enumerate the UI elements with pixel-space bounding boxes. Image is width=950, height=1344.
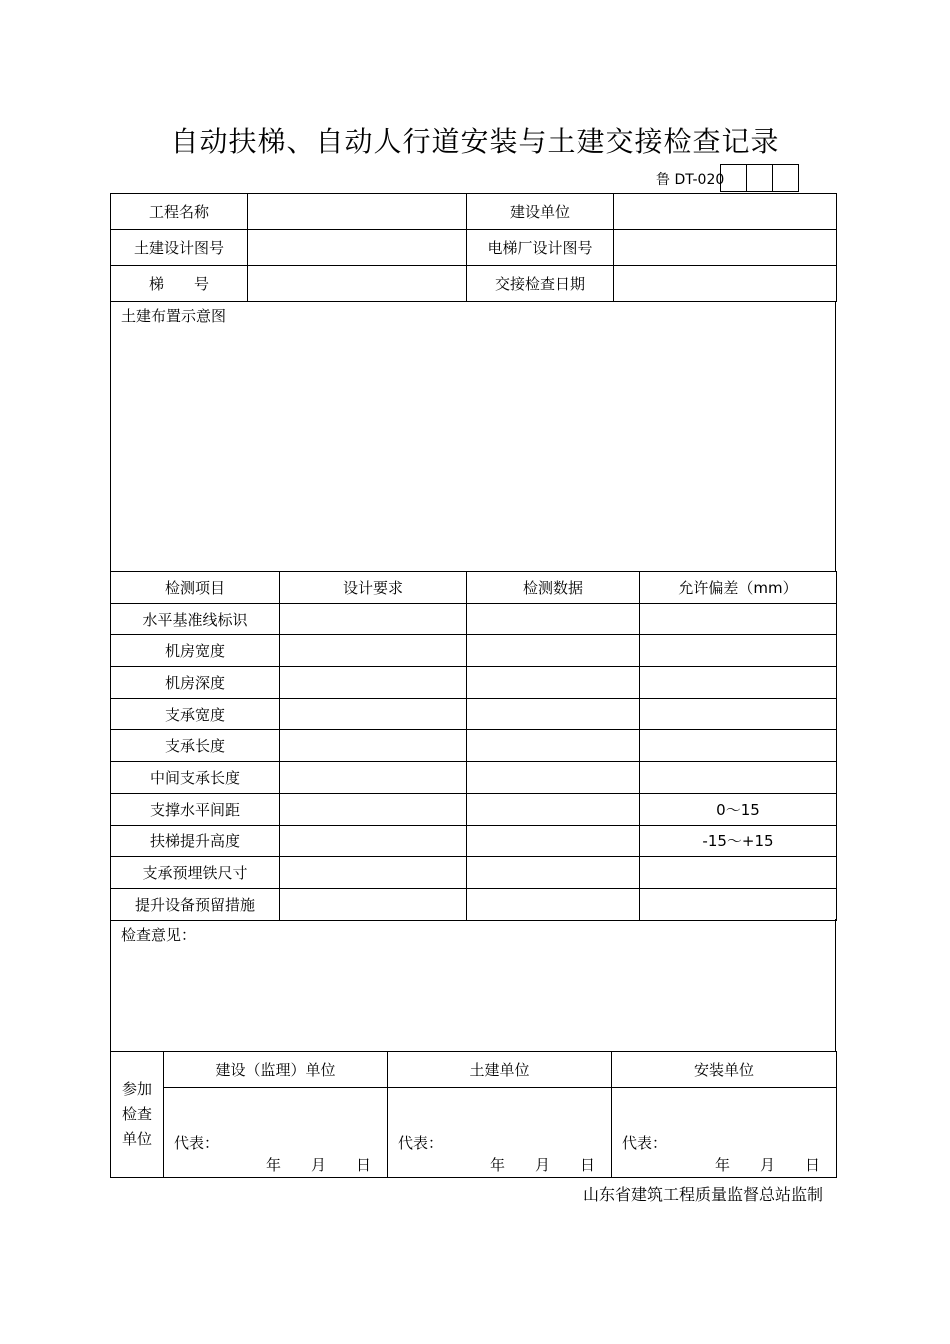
measured-cell[interactable] (467, 857, 640, 889)
column-header: 检测数据 (467, 572, 640, 604)
elevator-no-label: 梯 号 (111, 266, 248, 302)
check-item: 中间支承长度 (111, 762, 280, 794)
header-table (110, 193, 837, 302)
date-line (685, 1154, 820, 1175)
unit-header: 建设（监理）单位 (164, 1052, 388, 1088)
year-label: 年 (714, 1156, 730, 1174)
table-row (111, 635, 837, 667)
tolerance-cell: 0～15 (640, 793, 837, 825)
column-header: 允许偏差（mm） (640, 572, 837, 604)
check-table-header (111, 572, 837, 604)
tolerance-cell (640, 603, 837, 635)
check-item: 支撑水平间距 (111, 793, 280, 825)
measured-cell[interactable] (467, 698, 640, 730)
tolerance-cell (640, 667, 837, 699)
side-label-line: 检查 (121, 1105, 152, 1123)
table-row (111, 793, 837, 825)
column-header: 设计要求 (280, 572, 467, 604)
project-name-field[interactable] (248, 194, 467, 230)
table-row (111, 698, 837, 730)
form-number-box[interactable] (720, 164, 747, 192)
day-label: 日 (579, 1156, 595, 1174)
representative-label: 代表： (174, 1134, 220, 1152)
side-label-line: 参加 (121, 1080, 152, 1098)
inspection-opinion-label: 检查意见： (121, 926, 197, 944)
civil-drawing-label: 土建设计图号 (111, 230, 248, 266)
form-number-box[interactable] (772, 164, 799, 192)
sketch-area[interactable] (110, 301, 836, 572)
signature-cell-civil[interactable] (388, 1088, 612, 1178)
sketch-label: 土建布置示意图 (121, 307, 227, 325)
tolerance-cell (640, 698, 837, 730)
design-cell[interactable] (280, 730, 467, 762)
page-title: 自动扶梯、自动人行道安装与土建交接检查记录 (170, 125, 780, 158)
construction-unit-field[interactable] (614, 194, 837, 230)
form-number-boxes (720, 164, 799, 192)
tolerance-cell (640, 857, 837, 889)
signature-cell-installation[interactable] (612, 1088, 837, 1178)
representative-label: 代表： (398, 1134, 444, 1152)
factory-drawing-field[interactable] (614, 230, 837, 266)
factory-drawing-label: 电梯厂设计图号 (467, 230, 614, 266)
footer-issuer: 山东省建筑工程质量监督总站监制 (583, 1185, 824, 1204)
date-line (460, 1154, 595, 1175)
tolerance-cell (640, 762, 837, 794)
month-label: 月 (310, 1156, 326, 1174)
civil-drawing-field[interactable] (248, 230, 467, 266)
check-item: 扶梯提升高度 (111, 825, 280, 857)
design-cell[interactable] (280, 857, 467, 889)
side-label-line: 单位 (121, 1130, 152, 1148)
tolerance-cell (640, 730, 837, 762)
check-item: 支承预埋铁尺寸 (111, 857, 280, 889)
project-name-label: 工程名称 (111, 194, 248, 230)
construction-unit-label: 建设单位 (467, 194, 614, 230)
tolerance-cell (640, 888, 837, 920)
check-item: 支承宽度 (111, 698, 280, 730)
elevator-no-field[interactable] (248, 266, 467, 302)
measured-cell[interactable] (467, 603, 640, 635)
check-item: 提升设备预留措施 (111, 888, 280, 920)
unit-header: 土建单位 (388, 1052, 612, 1088)
check-table (110, 571, 837, 921)
table-row (111, 603, 837, 635)
table-row (111, 730, 837, 762)
form-code: 鲁 DT-020 (656, 172, 725, 188)
tolerance-cell (640, 635, 837, 667)
measured-cell[interactable] (467, 762, 640, 794)
check-item: 水平基准线标识 (111, 603, 280, 635)
table-row (111, 888, 837, 920)
participating-units-label (111, 1052, 164, 1178)
column-header: 检测项目 (111, 572, 280, 604)
year-label: 年 (489, 1156, 505, 1174)
design-cell[interactable] (280, 825, 467, 857)
design-cell[interactable] (280, 762, 467, 794)
unit-header: 安装单位 (612, 1052, 837, 1088)
form-number-box[interactable] (746, 164, 773, 192)
month-label: 月 (534, 1156, 550, 1174)
design-cell[interactable] (280, 635, 467, 667)
date-line (236, 1154, 371, 1175)
measured-cell[interactable] (467, 667, 640, 699)
measured-cell[interactable] (467, 793, 640, 825)
signature-cell-supervision[interactable] (164, 1088, 388, 1178)
handover-date-label: 交接检查日期 (467, 266, 614, 302)
table-row (111, 857, 837, 889)
month-label: 月 (759, 1156, 775, 1174)
table-row (111, 825, 837, 857)
design-cell[interactable] (280, 667, 467, 699)
year-label: 年 (265, 1156, 281, 1174)
measured-cell[interactable] (467, 888, 640, 920)
design-cell[interactable] (280, 793, 467, 825)
day-label: 日 (804, 1156, 820, 1174)
check-item: 支承长度 (111, 730, 280, 762)
handover-date-field[interactable] (614, 266, 837, 302)
design-cell[interactable] (280, 698, 467, 730)
inspection-opinion-area[interactable] (110, 919, 836, 1052)
design-cell[interactable] (280, 888, 467, 920)
day-label: 日 (355, 1156, 371, 1174)
measured-cell[interactable] (467, 730, 640, 762)
signature-table (110, 1051, 837, 1178)
design-cell[interactable] (280, 603, 467, 635)
representative-label: 代表： (622, 1134, 668, 1152)
measured-cell[interactable] (467, 825, 640, 857)
check-item: 机房深度 (111, 667, 280, 699)
check-item: 机房宽度 (111, 635, 280, 667)
table-row (111, 667, 837, 699)
tolerance-cell: -15～+15 (640, 825, 837, 857)
table-row (111, 762, 837, 794)
measured-cell[interactable] (467, 635, 640, 667)
